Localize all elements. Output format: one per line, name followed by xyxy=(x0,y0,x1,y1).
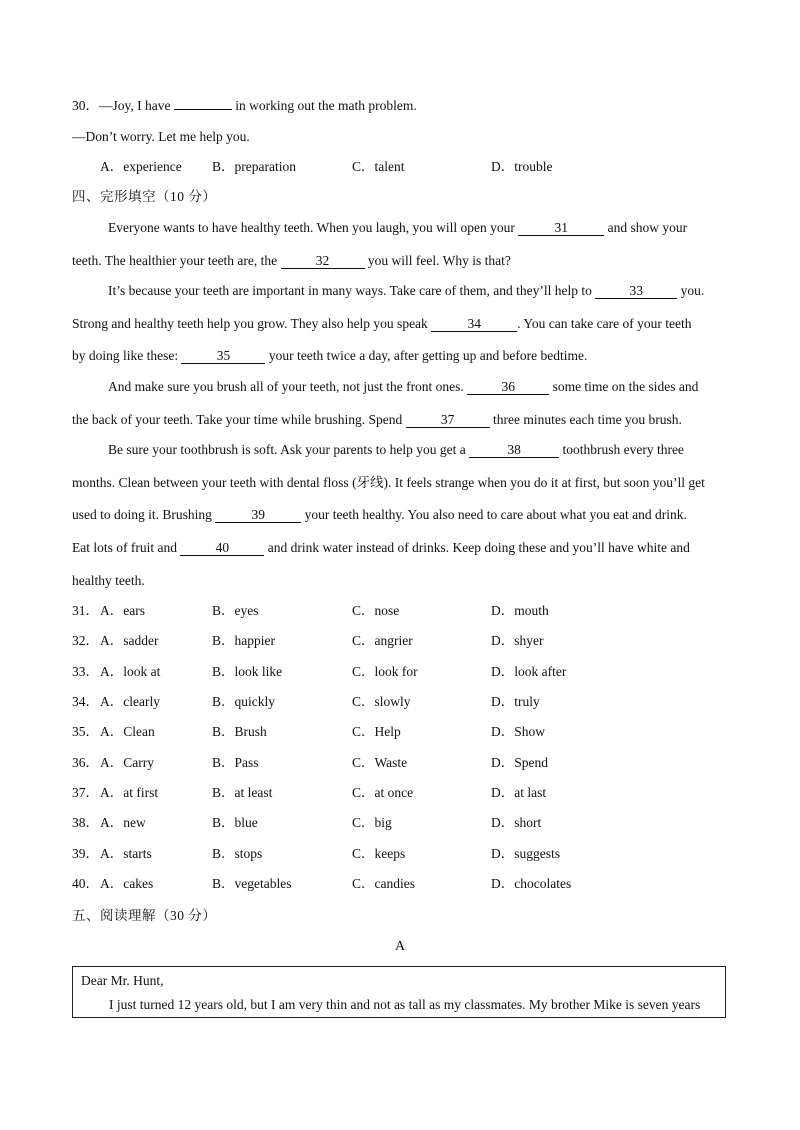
passage-line xyxy=(108,378,698,396)
question-number: 33． xyxy=(72,663,99,679)
blank-37[interactable]: 37 xyxy=(406,412,490,428)
question-number: 32． xyxy=(72,633,99,649)
option-c[interactable]: C．angrier xyxy=(352,633,413,649)
stem-text: in working out the math problem. xyxy=(231,98,417,113)
q30-option-a[interactable]: A．experience xyxy=(100,159,182,174)
passage-text: and drink water instead of drinks. Keep doing these and you’ll have white and xyxy=(264,540,690,555)
option-b[interactable]: B．look like xyxy=(212,663,283,679)
option-d[interactable]: D．short xyxy=(491,815,542,831)
passage-text: by doing like these: xyxy=(72,348,182,363)
option-b[interactable]: B．quickly xyxy=(212,694,275,710)
option-d[interactable]: D．mouth xyxy=(491,603,549,618)
option-b[interactable]: B．stops xyxy=(212,845,263,861)
question-number: 36． xyxy=(72,754,99,770)
passage-text: you. xyxy=(677,283,705,298)
blank-30[interactable] xyxy=(174,109,232,110)
option-c[interactable]: C．nose xyxy=(352,603,400,618)
option-a[interactable]: A．new xyxy=(100,815,146,831)
passage-line xyxy=(108,219,687,237)
passage-text: And make sure you brush all of your teeth, not just the front ones. xyxy=(108,379,468,394)
passage-line: months. Clean between your teeth with dental floss (牙线). It feels strange when you do it at first, but soon you’ll get xyxy=(72,475,705,490)
passage-text: Be sure your toothbrush is soft. Ask your parents to help you get a xyxy=(108,442,470,457)
question-number: 31． xyxy=(72,603,99,618)
option-d[interactable]: D．look after xyxy=(491,663,567,679)
option-c[interactable]: C．Waste xyxy=(352,754,408,770)
option-c[interactable]: C．at once xyxy=(352,785,414,801)
question-number: 37． xyxy=(72,785,99,801)
option-c[interactable]: C．keeps xyxy=(352,845,406,861)
option-a[interactable]: A．Clean xyxy=(100,724,155,740)
passage-text: three minutes each time you brush. xyxy=(489,412,682,427)
q30-option-d[interactable]: D．trouble xyxy=(491,159,553,174)
blank-33[interactable]: 33 xyxy=(595,283,677,299)
passage-line xyxy=(72,252,511,270)
passage-text: and show your xyxy=(604,220,688,235)
question-number: 39． xyxy=(72,845,99,861)
option-d[interactable]: D．chocolates xyxy=(491,876,572,892)
passage-line xyxy=(72,315,692,333)
option-d[interactable]: D．Show xyxy=(491,724,546,740)
option-c[interactable]: C．Help xyxy=(352,724,401,740)
option-d[interactable]: D．at last xyxy=(491,785,547,801)
option-b[interactable]: B．eyes xyxy=(212,603,259,618)
option-a[interactable]: A．starts xyxy=(100,845,152,861)
passage-text: . You can take care of your teeth xyxy=(517,316,692,331)
q30-option-c[interactable]: C．talent xyxy=(352,159,405,174)
passage-text: It’s because your teeth are important in many ways. Take care of them, and they’ll help to xyxy=(108,283,596,298)
passage-text: some time on the sides and xyxy=(549,379,699,394)
letter-line: I just turned 12 years old, but I am very thin and not as tall as my classmates. My brother Mike is seven years xyxy=(109,997,701,1012)
option-a[interactable]: A．at first xyxy=(100,785,159,801)
option-b[interactable]: B．happier xyxy=(212,633,275,649)
letter-box xyxy=(72,966,726,1018)
passage-line: healthy teeth. xyxy=(72,573,145,588)
option-c[interactable]: C．big xyxy=(352,815,392,831)
blank-38[interactable]: 38 xyxy=(469,442,559,458)
passage-text: your teeth healthy. You also need to care about what you eat and drink. xyxy=(301,507,687,522)
option-d[interactable]: D．suggests xyxy=(491,845,561,861)
passage-text: Everyone wants to have healthy teeth. When you laugh, you will open your xyxy=(108,220,519,235)
option-b[interactable]: B．Pass xyxy=(212,754,259,770)
section-4-title: 四、完形填空（10 分） xyxy=(72,189,217,204)
passage-line xyxy=(72,411,682,429)
question-number: 34． xyxy=(72,694,99,710)
option-a[interactable]: A．sadder xyxy=(100,633,159,649)
letter-greeting: Dear Mr. Hunt, xyxy=(81,973,164,988)
blank-32[interactable]: 32 xyxy=(281,253,365,269)
question-number: 40． xyxy=(72,876,99,892)
option-d[interactable]: D．Spend xyxy=(491,754,548,770)
option-c[interactable]: C．look for xyxy=(352,663,418,679)
option-b[interactable]: B．Brush xyxy=(212,724,267,740)
option-c[interactable]: C．candies xyxy=(352,876,415,892)
option-d[interactable]: D．shyer xyxy=(491,633,544,649)
option-b[interactable]: B．at least xyxy=(212,785,273,801)
option-d[interactable]: D．truly xyxy=(491,694,540,710)
passage-text: toothbrush every three xyxy=(559,442,684,457)
option-a[interactable]: A．clearly xyxy=(100,694,160,710)
passage-text: the back of your teeth. Take your time while brushing. Spend xyxy=(72,412,406,427)
option-c[interactable]: C．slowly xyxy=(352,694,411,710)
passage-line xyxy=(72,539,690,557)
passage-text: teeth. The healthier your teeth are, the xyxy=(72,253,281,268)
passage-line xyxy=(72,347,587,365)
passage-text: you will feel. Why is that? xyxy=(364,253,511,268)
option-b[interactable]: B．blue xyxy=(212,815,258,831)
part-label: A xyxy=(394,939,406,954)
option-a[interactable]: A．ears xyxy=(100,603,145,618)
option-b[interactable]: B．vegetables xyxy=(212,876,292,892)
section-5-title: 五、阅读理解（30 分） xyxy=(72,908,217,923)
passage-line xyxy=(108,282,704,300)
q30-option-b[interactable]: B．preparation xyxy=(212,159,296,174)
blank-35[interactable]: 35 xyxy=(181,348,265,364)
blank-40[interactable]: 40 xyxy=(180,540,264,556)
passage-line xyxy=(108,441,684,459)
question-30-reply: —Don’t worry. Let me help you. xyxy=(72,129,250,144)
blank-36[interactable]: 36 xyxy=(467,379,549,395)
passage-text: Strong and healthy teeth help you grow. They also help you speak xyxy=(72,316,432,331)
blank-31[interactable]: 31 xyxy=(518,220,604,236)
question-number: 38． xyxy=(72,815,99,831)
passage-line xyxy=(72,506,687,524)
passage-text: used to doing it. Brushing xyxy=(72,507,216,522)
question-30-stem xyxy=(72,97,417,115)
option-a[interactable]: A．look at xyxy=(100,663,161,679)
option-a[interactable]: A．Carry xyxy=(100,754,154,770)
passage-text: Eat lots of fruit and xyxy=(72,540,181,555)
blank-39[interactable]: 39 xyxy=(215,507,301,523)
stem-text: —Joy, I have xyxy=(99,98,174,113)
question-number: 30． xyxy=(72,98,99,113)
blank-34[interactable]: 34 xyxy=(431,316,517,332)
passage-text: your teeth twice a day, after getting up and before bedtime. xyxy=(265,348,588,363)
question-number: 35． xyxy=(72,724,99,740)
option-a[interactable]: A．cakes xyxy=(100,876,154,892)
